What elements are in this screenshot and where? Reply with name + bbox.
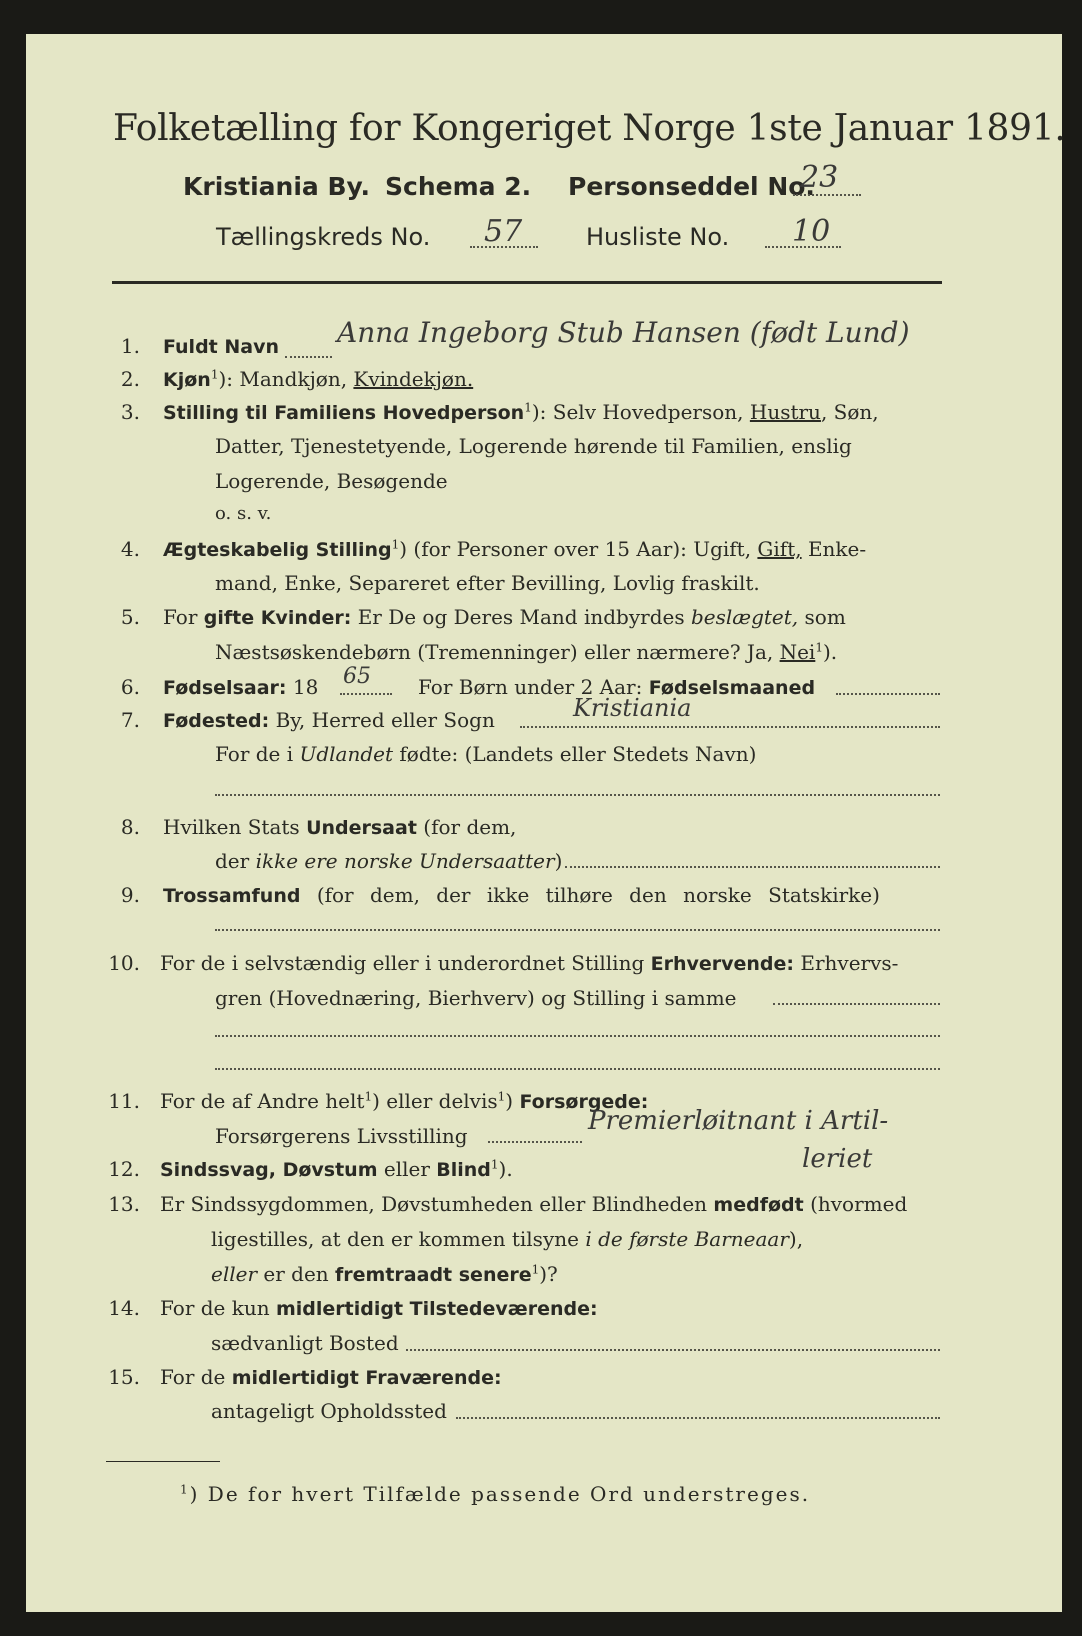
q6-text: For Børn under 2 Aar: bbox=[418, 675, 643, 699]
q8-line bbox=[163, 815, 516, 839]
q13-line bbox=[160, 1192, 907, 1216]
husliste-label: Husliste No. bbox=[586, 223, 730, 251]
q2-label: Kjøn bbox=[163, 369, 211, 391]
q13-line3-italic: eller bbox=[211, 1262, 258, 1286]
q5-text-b: Er De og Deres Mand indbyrdes bbox=[357, 605, 685, 629]
q5-selected-option: Nei bbox=[779, 640, 816, 664]
q5-label: gifte Kvinder: bbox=[203, 607, 352, 629]
q3-line bbox=[163, 400, 879, 424]
q13-line3-a: er den bbox=[263, 1262, 329, 1286]
q10-text-a: For de i selvstændig eller i underordnet Stilling bbox=[160, 951, 645, 975]
q4-options-b: Enke- bbox=[807, 537, 867, 561]
q6-birth-year-handwritten: 65 bbox=[343, 664, 371, 689]
q2-line bbox=[163, 367, 473, 391]
q4-line2: mand, Enke, Separeret efter Bevilling, Lovlig fraskilt. bbox=[215, 571, 760, 595]
q3-line4: o. s. v. bbox=[215, 503, 272, 524]
q5-italic: beslægtet, bbox=[690, 605, 799, 629]
q13-line2-italic: i de første Barneaar bbox=[585, 1227, 789, 1251]
q10-line2: gren (Hovednæring, Bierhverv) og Stilling i samme bbox=[215, 986, 737, 1010]
q8-line2-a: der bbox=[215, 849, 250, 873]
q4-options-a: ) (for Personer over 15 Aar): Ugift, bbox=[399, 537, 752, 561]
q14-line2: sædvanligt Bosted bbox=[211, 1331, 399, 1355]
q7-text: By, Herred eller Sogn bbox=[275, 708, 495, 732]
q11-line bbox=[160, 1089, 648, 1113]
q8-text-b: (for dem, bbox=[423, 815, 517, 839]
q7-line2 bbox=[215, 742, 756, 766]
q3-line3: Logerende, Besøgende bbox=[215, 469, 448, 493]
q5-line2 bbox=[215, 640, 837, 664]
q5-text-c: som bbox=[804, 605, 846, 629]
q10-label: Erhvervende: bbox=[650, 953, 795, 975]
q4-line bbox=[163, 537, 866, 561]
q15-line bbox=[160, 1365, 502, 1389]
q8-dots bbox=[565, 866, 940, 868]
q11-text-b: ) eller delvis bbox=[372, 1089, 498, 1113]
q4-selected-option: Gift, bbox=[757, 537, 802, 561]
q8-line2 bbox=[215, 849, 562, 873]
q15-text: For de bbox=[160, 1365, 226, 1389]
q13-line2 bbox=[211, 1227, 803, 1251]
husliste-dotted-line bbox=[765, 246, 841, 248]
schema-label: Schema 2. bbox=[385, 172, 532, 201]
item-number-12: 12. bbox=[108, 1157, 140, 1181]
q12-label2: Blind bbox=[436, 1159, 491, 1181]
q7-line2-italic: Udlandet bbox=[299, 742, 394, 766]
footnote-text: ) De for hvert Tilfælde passende Ord understreges. bbox=[189, 1482, 811, 1506]
q15-dots bbox=[456, 1417, 940, 1419]
q11-footnote-mark-1: 1 bbox=[364, 1089, 373, 1104]
q13-end: )? bbox=[539, 1262, 558, 1286]
item-number-9: 9. bbox=[120, 883, 140, 907]
q13-footnote-mark: 1 bbox=[531, 1262, 540, 1277]
q8-line2-b: ) bbox=[554, 849, 563, 873]
q6-label: Fødselsaar: bbox=[163, 677, 287, 699]
form-title: Folketælling for Kongeriget Norge 1ste Januar 1891. bbox=[113, 108, 1066, 149]
q14-text: For de kun bbox=[160, 1296, 270, 1320]
q7-line2-b: fødte: (Landets eller Stedets Navn) bbox=[399, 742, 757, 766]
q14-line bbox=[160, 1296, 598, 1320]
q6-label2: Fødselsmaaned bbox=[648, 677, 816, 699]
item-number-14: 14. bbox=[108, 1296, 140, 1320]
q13-text-a: Er Sindssygdommen, Døvstumheden eller Blindheden bbox=[160, 1192, 708, 1216]
q6-prefix: 18 bbox=[292, 675, 319, 699]
personseddel-number: 23 bbox=[800, 160, 839, 195]
q12-end: ). bbox=[498, 1157, 513, 1181]
header-rule bbox=[112, 281, 942, 284]
q11-occupation-handwritten-cont: leriet bbox=[802, 1144, 873, 1174]
q6-line bbox=[163, 675, 318, 699]
q15-label: midlertidigt Fraværende: bbox=[231, 1367, 502, 1389]
kreds-label: Tællingskreds No. bbox=[216, 223, 431, 251]
q9-text: (for dem, der ikke tilhøre den norske Statskirke) bbox=[316, 883, 880, 907]
q7-dots2 bbox=[215, 794, 940, 796]
q11-label: Forsørgede: bbox=[519, 1091, 649, 1113]
city-label: Kristiania By. bbox=[183, 172, 371, 201]
q13-text-b: (hvormed bbox=[810, 1192, 908, 1216]
q2-selected-option: Kvindekjøn. bbox=[353, 367, 474, 391]
q13-line2-b: ), bbox=[788, 1227, 804, 1251]
q3-selected-option: Hustru bbox=[749, 400, 821, 424]
item-number-3: 3. bbox=[120, 400, 140, 424]
q7-birthplace-handwritten: Kristiania bbox=[573, 694, 692, 722]
q13-line2-a: ligestilles, at den er kommen tilsyne bbox=[211, 1227, 579, 1251]
personseddel-dotted-line bbox=[793, 194, 861, 196]
q3-label: Stilling til Familiens Hovedperson bbox=[163, 402, 525, 424]
item-number-4: 4. bbox=[120, 537, 140, 561]
kreds-number: 57 bbox=[484, 214, 523, 249]
q8-label: Undersaat bbox=[306, 817, 417, 839]
q14-label: midlertidigt Tilstedeværende: bbox=[275, 1298, 598, 1320]
q1-line bbox=[163, 334, 279, 358]
q5-footnote-mark: 1 bbox=[815, 640, 823, 655]
q2-footnote-mark: 1 bbox=[210, 367, 219, 382]
q11-occupation-handwritten: Premierløitnant i Artil- bbox=[588, 1106, 889, 1136]
q12-label: Sindssvag, Døvstum bbox=[160, 1159, 378, 1181]
q1-dots bbox=[285, 356, 332, 358]
q11-dots bbox=[488, 1141, 582, 1143]
item-number-5: 5. bbox=[120, 605, 140, 629]
q10-dots3 bbox=[215, 1068, 940, 1070]
q10-line bbox=[160, 951, 898, 975]
footnote-rule bbox=[106, 1461, 220, 1462]
q5-end: ). bbox=[822, 640, 838, 664]
q15-line2: antageligt Opholdssted bbox=[211, 1399, 447, 1423]
q3-footnote-mark: 1 bbox=[524, 400, 532, 415]
item-number-7: 7. bbox=[120, 708, 140, 732]
q7-dots bbox=[520, 726, 940, 728]
footnote bbox=[180, 1482, 810, 1506]
q11-text-c: ) bbox=[505, 1089, 514, 1113]
q1-name-handwritten: Anna Ingeborg Stub Hansen (født Lund) bbox=[337, 316, 910, 349]
item-number-11: 11. bbox=[108, 1089, 140, 1113]
q11-line2: Forsørgerens Livsstilling bbox=[215, 1124, 468, 1148]
q9-line bbox=[163, 883, 880, 907]
footnote-mark: 1 bbox=[180, 1482, 190, 1497]
q4-footnote-mark: 1 bbox=[391, 537, 400, 552]
item-number-15: 15. bbox=[108, 1365, 140, 1389]
q7-label: Fødested: bbox=[163, 710, 270, 732]
q10-dots bbox=[773, 1003, 940, 1005]
q6-dots2 bbox=[836, 693, 940, 695]
q11-footnote-mark-2: 1 bbox=[497, 1089, 506, 1104]
q8-line2-italic: ikke ere norske Undersaatter bbox=[255, 849, 555, 873]
q10-text-b: Erhvervs- bbox=[800, 951, 899, 975]
item-number-1: 1. bbox=[120, 334, 140, 358]
q5-text-a: For bbox=[163, 605, 198, 629]
q14-dots bbox=[406, 1349, 940, 1351]
kreds-dotted-line bbox=[470, 246, 538, 248]
q6-dots bbox=[340, 693, 392, 695]
item-number-8: 8. bbox=[120, 815, 140, 839]
item-number-2: 2. bbox=[120, 367, 140, 391]
q12-footnote-mark: 1 bbox=[490, 1157, 499, 1172]
q5-line bbox=[163, 605, 846, 629]
q3-options-b: , Søn, bbox=[820, 400, 879, 424]
personseddel-label: Personseddel No. bbox=[568, 172, 815, 201]
q3-line2: Datter, Tjenestetyende, Logerende hørende til Familien, enslig bbox=[215, 434, 852, 458]
q3-options-a: ): Selv Hovedperson, bbox=[531, 400, 744, 424]
q9-label: Trossamfund bbox=[163, 885, 301, 907]
item-number-10: 10. bbox=[108, 951, 140, 975]
q13-line3 bbox=[211, 1262, 558, 1286]
husliste-number: 10 bbox=[792, 214, 831, 249]
item-number-6: 6. bbox=[120, 675, 140, 699]
q4-label: Ægteskabelig Stilling bbox=[163, 539, 392, 561]
q11-text-a: For de af Andre helt bbox=[160, 1089, 365, 1113]
q12-text: eller bbox=[383, 1157, 430, 1181]
q9-dots bbox=[215, 929, 940, 931]
q8-text-a: Hvilken Stats bbox=[163, 815, 300, 839]
q7-line bbox=[163, 708, 495, 732]
q12-line bbox=[160, 1157, 513, 1181]
q7-line2-a: For de i bbox=[215, 742, 294, 766]
q2-options: ): Mandkjøn, bbox=[218, 367, 348, 391]
q13-label2: fremtraadt senere bbox=[335, 1264, 532, 1286]
q13-label: medfødt bbox=[713, 1194, 804, 1216]
q5-line2-text: Næstsøskendebørn (Tremenninger) eller nærmere? Ja, bbox=[215, 640, 774, 664]
q1-label: Fuldt Navn bbox=[163, 336, 280, 358]
q10-dots2 bbox=[215, 1035, 940, 1037]
item-number-13: 13. bbox=[108, 1192, 140, 1216]
